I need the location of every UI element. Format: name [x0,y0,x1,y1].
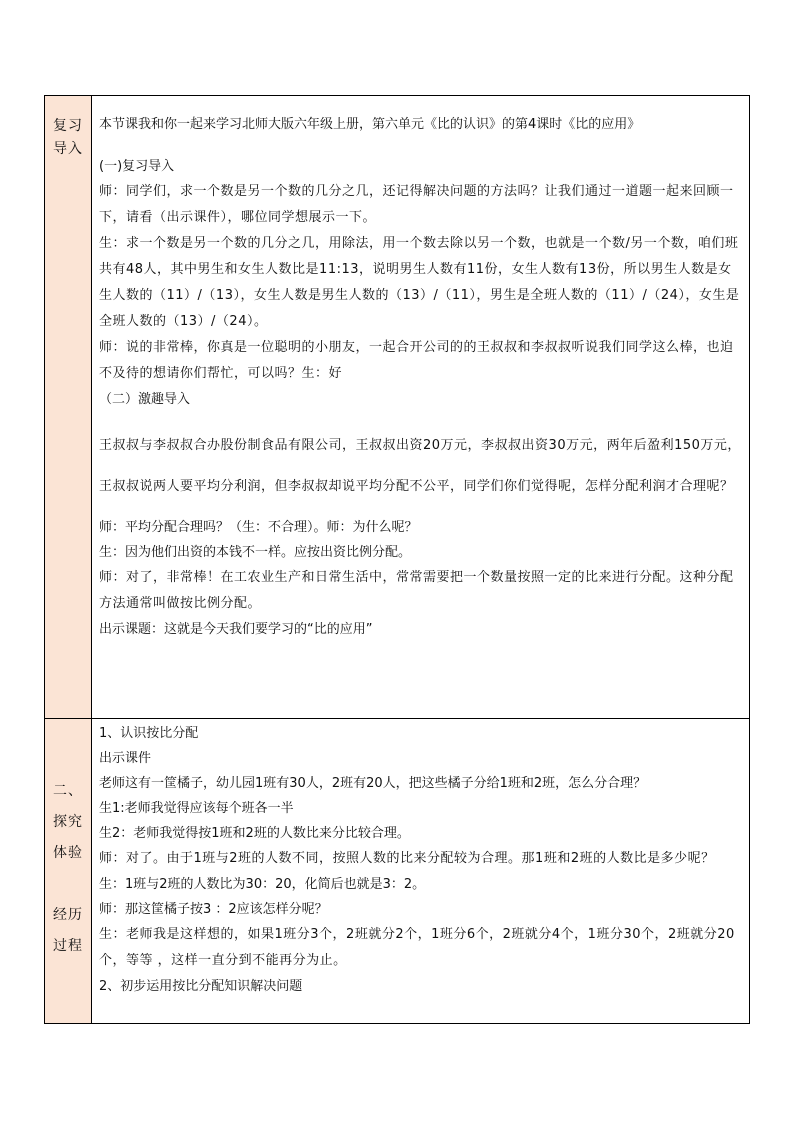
section-label-line: 经历 [53,907,83,923]
section-label-cell [45,96,92,719]
section-label [45,719,91,962]
section-label-line: 复习 [53,118,83,134]
review-row [45,96,750,719]
intro-text: 本节课我和你一起来学习北师大版六年级上册，第六单元《比的认识》的第4课时《比的应用》 [99,117,641,132]
step-heading: 2、初步运用按比分配知识解决问题 [99,979,303,994]
content-line: 出示课件 [99,751,152,766]
lesson-plan-table [44,95,750,1024]
section-content-cell [92,96,750,719]
interest-subtitle: （二）激趣导入 [99,392,191,407]
step-heading: 1、认识按比分配 [99,726,199,741]
lesson-topic: 出示课题：这就是今天我们要学习的“比的应用” [99,622,373,637]
explore-row [45,719,750,1024]
section-label-line: 导入 [53,141,83,157]
content-line: 老师这有一筐橘子，幼儿园1班有30人，2班有20人，把这些橘子分给1班和2班，怎么分合理？ [99,776,647,791]
review-subtitle: (一)复习导入 [99,159,175,174]
dialogue-line: 师：平均分配合理吗？（生：不合理）。师：为什么呢？ [99,520,418,535]
content-line: 生：1班与2班的人数比为30：20，化简后也就是3：2。 [99,877,426,892]
section-label-line: 体验 [53,845,83,861]
section-label [45,96,91,161]
content-line: 生1:老师我觉得应该每个班各一半 [99,801,294,816]
story-paragraph: 王叔叔与李叔叔合办股份制食品有限公司，王叔叔出资20万元，李叔叔出资30万元，两年后盈利150万元，王叔叔说两人要平均分利润，但李叔叔却说平均分配不公平，同学们你们觉得呢，怎样分配利润才合理呢？ [99,438,741,494]
section-label-line: 探究 [53,814,83,830]
dialogue-line: 师：对了，非常棒！在工农业生产和日常生活中，常常需要把一个数量按照一定的比来进行分配。这种分配方法通常叫做按比例分配。 [99,570,734,611]
content-line: 师：那这筐橘子按3 ：2应该怎样分呢？ [99,902,328,917]
section-label-cell [45,719,92,1024]
teacher-praise: 师：说的非常棒，你真是一位聪明的小朋友，一起合开公司的的王叔叔和李叔叔听说我们同学这么棒，也迫不及待的想请你们帮忙，可以吗？生：好 [99,340,734,381]
content-line: 生：老师我是这样想的，如果1班分3个，2班就分2个，1班分6个，2班就分4个，1班分30个，2班就分20个，等等 ，这样一直分到不能再分为止。 [99,927,735,968]
section-content-cell [92,719,750,1024]
teacher-question: 师：同学们，求一个数是另一个数的几分之几，还记得解决问题的方法吗？让我们通过一道题一起来回顾一下，请看（出示课件），哪位同学想展示一下。 [99,184,734,225]
section-label-line: 二、 [53,783,83,799]
section-label-line: 过程 [53,938,83,954]
content-line: 师：对了。由于1班与2班的人数不同，按照人数的比来分配较为合理。那1班和2班的人数比是多少呢？ [99,851,715,866]
content-line: 生2：老师我觉得按1班和2班的人数比来分比较合理。 [99,826,410,841]
student-answer: 生：求一个数是另一个数的几分之几，用除法，用一个数去除以另一个数，也就是一个数/另一个数，咱们班共有48人，其中男生和女生人数比是11:13，说明男生人数有11份，女生人数有13份，所以男生人数是女生人数的（11）/（13），女生人数是男生人数的（13）/（11），男生是全班人数的（11）/（24），女生是全班人数的（13）/（24）。 [99,236,740,329]
dialogue-line: 生：因为他们出资的本钱不一样。应按出资比例分配。 [99,545,412,560]
